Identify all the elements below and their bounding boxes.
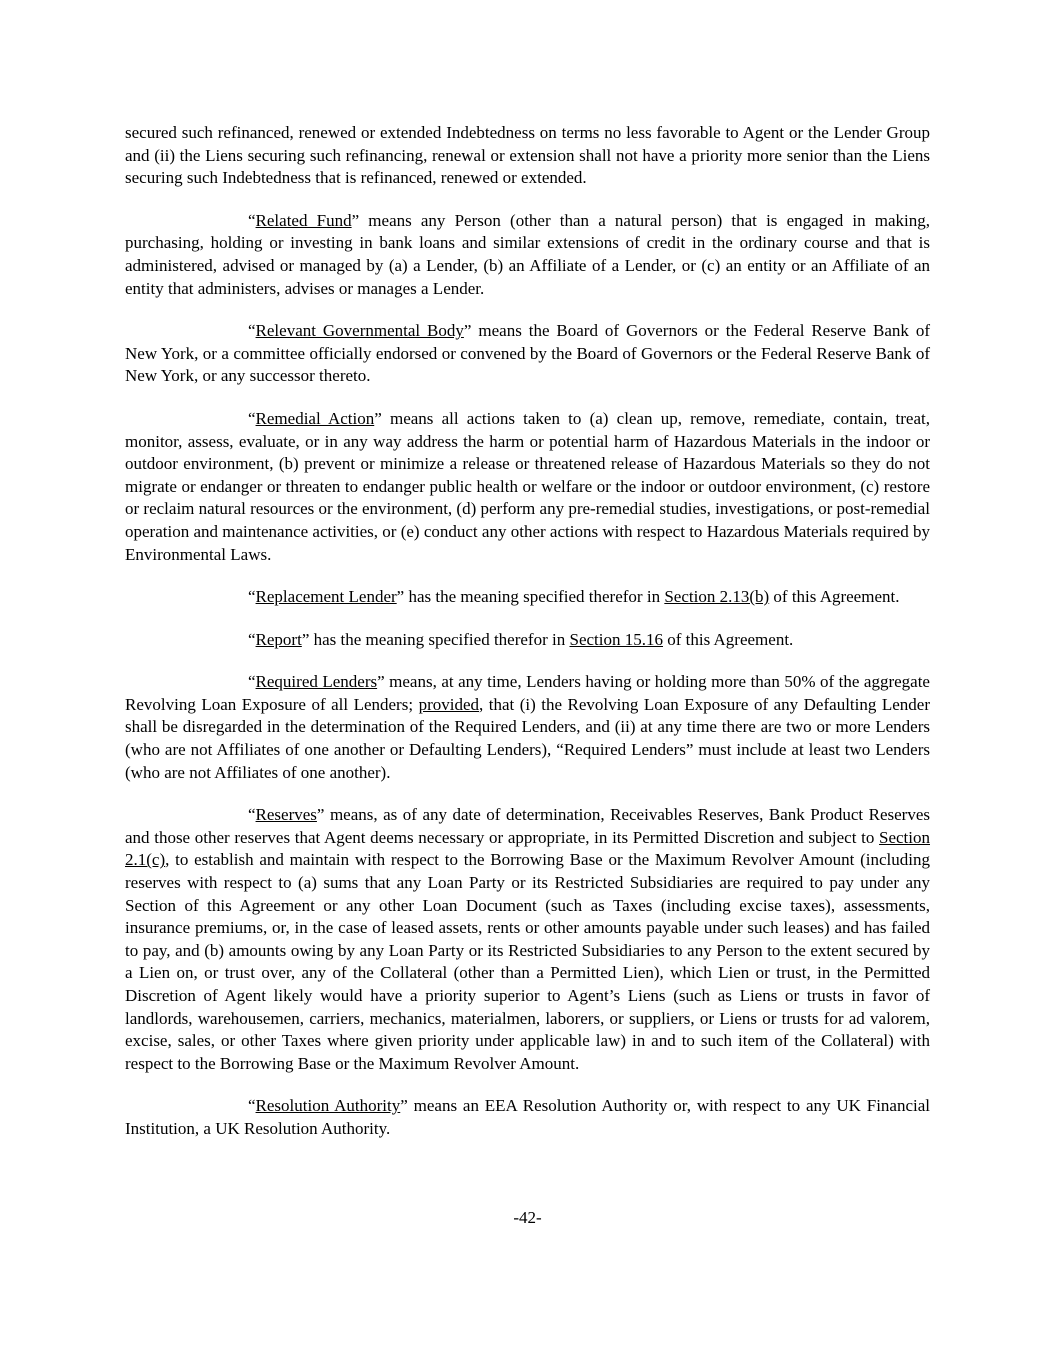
paragraph	[125, 122, 930, 190]
text-segment: “	[248, 408, 256, 428]
paragraph	[125, 629, 930, 652]
text-segment: ” means, as of any date of determination, Receivables Reserves, Bank Product Reserves and those other reserves that Agent deems necessary or appropriate, in its Permitted Discretion and subject to	[125, 805, 930, 847]
defined-term: Replacement Lender	[255, 587, 397, 607]
paragraph	[125, 320, 930, 388]
defined-term: Report	[255, 629, 302, 649]
defined-term: Section 2.1(c)	[125, 827, 930, 870]
defined-term: Required Lenders	[255, 672, 378, 692]
defined-term: Resolution Authority	[255, 1096, 401, 1116]
text-segment: ” has the meaning specified therefor in	[301, 629, 570, 649]
text-segment: “	[248, 1096, 256, 1116]
text-segment: “	[248, 587, 256, 607]
paragraph	[125, 804, 930, 1075]
text-segment: secured such refinanced, renewed or extended Indebtedness on terms no less favorable to Agent or the Lender Group and (ii) the Liens securing such refinancing, renewal or extension shall not have a priority more senior than the Liens securing such Indebtedness that is refinanced, renewed or extended.	[125, 123, 930, 188]
paragraph	[125, 1095, 930, 1140]
text-segment: “	[248, 321, 256, 341]
text-segment: ” means any Person (other than a natural person) that is engaged in making, purchasing, holding or investing in bank loans and similar extensions of credit in the ordinary course and that is administered, advised or managed by (a) a Lender, (b) an Affiliate of a Lender, or (c) an entity or an Affiliate of an entity that administers, advises or manages a Lender.	[125, 210, 930, 298]
defined-term: Relevant Governmental Body	[255, 321, 464, 341]
text-segment: of this Agreement.	[662, 629, 794, 649]
paragraph	[125, 671, 930, 784]
text-segment: , that (i) the Revolving Loan Exposure of any Defaulting Lender shall be disregarded in the determination of the Required Lenders, and (ii) at any time there are two or more Lenders (who are not Affiliates of one another or Defaulting Lenders), “Required Lenders” must include at least two Lenders (who are not Affiliates of one another).	[125, 694, 930, 782]
defined-term: Remedial Action	[255, 408, 375, 428]
page-number: -42-	[513, 1208, 542, 1228]
text-segment: “	[248, 805, 256, 825]
paragraph	[125, 210, 930, 300]
text-segment: ” means, at any time, Lenders having or holding more than 50% of the aggregate Revolving Loan Exposure of all Lenders;	[125, 672, 930, 714]
paragraph	[125, 408, 930, 566]
defined-term: Related Fund	[255, 210, 352, 230]
text-segment: ” means an EEA Resolution Authority or, with respect to any UK Financial Institution, a UK Resolution Authority.	[125, 1096, 930, 1138]
text-segment: of this Agreement.	[769, 587, 900, 607]
text-segment: ” has the meaning specified therefor in	[396, 587, 665, 607]
defined-term: Reserves	[255, 805, 317, 825]
text-segment: ” means all actions taken to (a) clean up, remove, remediate, contain, treat, monitor, assess, evaluate, or in any way address the harm or potential harm of Hazardous Materials in the indoor or outdoor environment, (b) prevent or minimize a release or threatened release of Hazardous Materials so they do not migrate or endanger or threaten to endanger public health or welfare or the indoor or outdoor environment, (c) restore or reclaim natural resources or the environment, (d) perform any pre-remedial studies, investigations, or post-remedial operation and maintenance activities, or (e) conduct any other actions with respect to Hazardous Materials required by Environmental Laws.	[125, 408, 930, 564]
text-segment: ” means the Board of Governors or the Federal Reserve Bank of New York, or a committee officially endorsed or convened by the Board of Governors or the Federal Reserve Bank of New York, or any successor thereto.	[125, 321, 930, 386]
defined-term: provided	[418, 694, 479, 714]
document-body	[125, 122, 930, 1141]
defined-term: Section 15.16	[569, 629, 663, 649]
defined-term: Section 2.13(b)	[664, 587, 770, 607]
text-segment: , to establish and maintain with respect to the Borrowing Base or the Maximum Revolver Amount (including reserves with respect to (a) sums that any Loan Party or its Restricted Subsidiaries are required to pay under any Section of this Agreement or any other Loan Document (such as Taxes (including excise taxes), assessments, insurance premiums, or, in the case of leased assets, rents or other amounts payable under such leases) and has failed to pay, and (b) amounts owing by any Loan Party or its Restricted Subsidiaries to any Person to the extent secured by a Lien on, or trust over, any of the Collateral (other than a Permitted Lien), which Lien or trust, in the Permitted Discretion of Agent likely would have a priority superior to Agent’s Liens (such as Liens or trusts in favor of landlords, warehousemen, carriers, mechanics, materialmen, laborers, or suppliers, or Liens or trusts for ad valorem, excise, sales, or other Taxes where given priority under applicable law) in and to such item of the Collateral) with respect to the Borrowing Base or the Maximum Revolver Amount.	[125, 850, 930, 1073]
paragraph	[125, 586, 930, 609]
text-segment: “	[248, 629, 256, 649]
text-segment: “	[248, 672, 256, 692]
text-segment: “	[248, 210, 256, 230]
